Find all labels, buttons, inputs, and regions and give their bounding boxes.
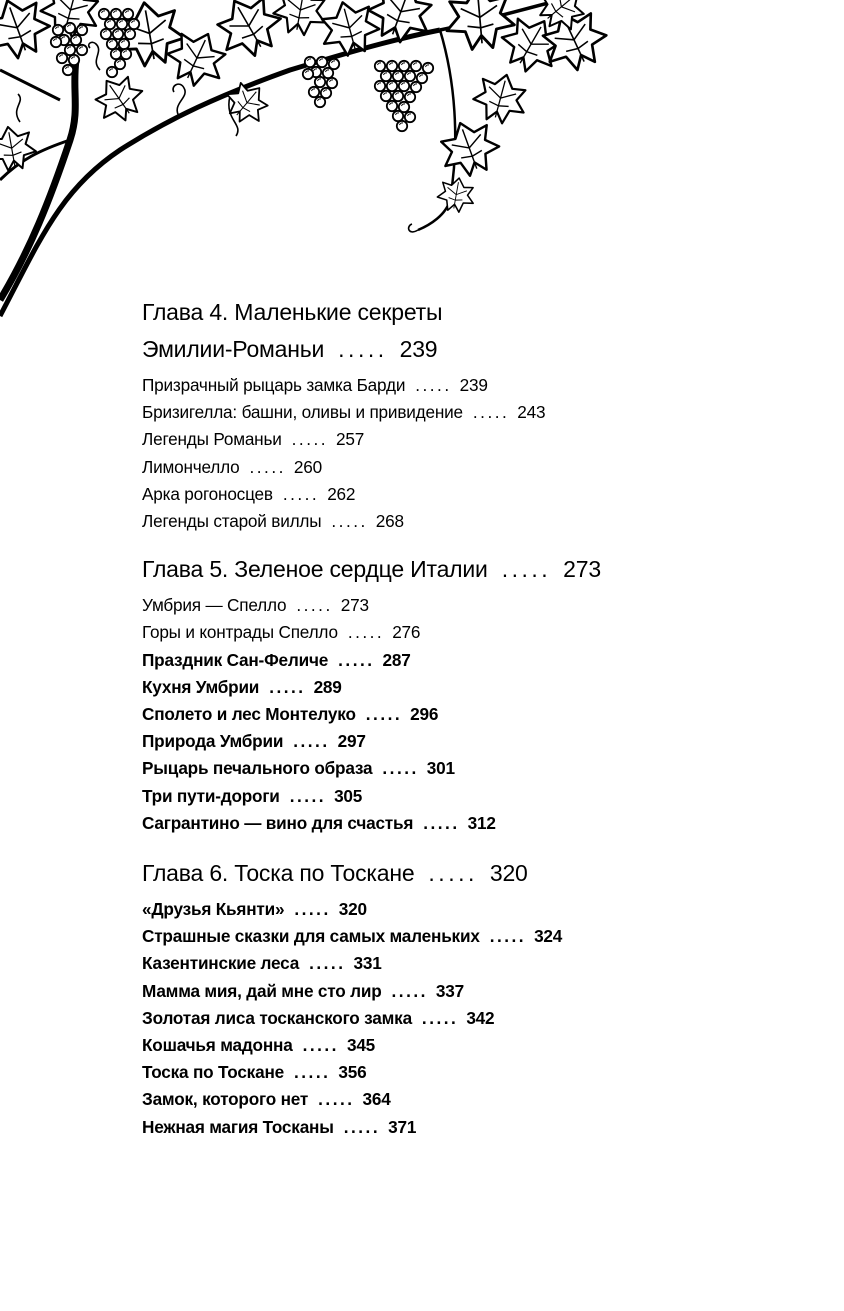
toc-entry: [142, 755, 822, 782]
toc-entry: [142, 426, 822, 453]
dot-leader: .....: [347, 622, 385, 643]
toc-entry: [142, 399, 822, 426]
entry-title: Призрачный рыцарь замка Барди: [142, 375, 406, 395]
chapter-5: [142, 551, 822, 837]
entry-title: Горы и контрады Спелло: [142, 622, 338, 643]
page-number: 262: [327, 483, 356, 504]
grapevine-illustration: [0, 0, 844, 330]
page-number: 342: [466, 1007, 495, 1028]
toc-entry: [142, 1005, 822, 1032]
dot-leader: .....: [282, 483, 320, 504]
toc-entry: [142, 372, 822, 399]
dot-leader: .....: [291, 429, 329, 450]
entry-title: Легенды старой виллы: [142, 511, 322, 532]
toc-entry: [142, 1032, 822, 1059]
chapter-6: [142, 855, 822, 1141]
entry-title: Кухня Умбрии: [142, 676, 260, 697]
page-number: 276: [392, 622, 421, 643]
dot-leader: .....: [415, 375, 452, 395]
page-number: 296: [410, 704, 439, 725]
page-number: 312: [467, 812, 496, 833]
entry-title: Кошачья мадонна: [142, 1035, 293, 1056]
entry-title: Мамма мия, дай мне сто лир: [142, 980, 382, 1001]
page-number: 289: [313, 676, 342, 697]
page-number: 305: [334, 785, 363, 806]
dot-leader: .....: [293, 731, 330, 752]
entry-title: Страшные сказки для самых маленьких: [142, 926, 480, 947]
toc-entry: [142, 728, 822, 755]
toc-entry: [142, 701, 822, 728]
dot-leader: .....: [423, 812, 460, 833]
dot-leader: .....: [249, 456, 286, 477]
dot-leader: .....: [391, 980, 428, 1001]
dot-leader: .....: [309, 953, 346, 974]
chapter-title-text: Эмилии-Романьи: [142, 336, 325, 362]
page-number: 268: [375, 511, 404, 532]
dot-leader: .....: [294, 899, 331, 920]
chapter-title: [142, 551, 822, 588]
dot-leader: .....: [343, 1116, 381, 1137]
toc-entry: [142, 1059, 822, 1086]
entry-title: «Друзья Кьянти»: [142, 899, 285, 920]
dot-leader: .....: [338, 336, 388, 362]
toc-entry: [142, 647, 822, 674]
dot-leader: .....: [269, 676, 306, 697]
toc-entry: [142, 896, 822, 923]
page-number: 331: [353, 953, 382, 974]
entry-title: Замок, которого нет: [142, 1089, 309, 1110]
toc-entry: [142, 923, 822, 950]
toc-entry: [142, 783, 822, 810]
toc-entry: [142, 674, 822, 701]
dot-leader: .....: [296, 595, 333, 616]
dot-leader: .....: [318, 1089, 355, 1110]
page-number: 320: [489, 860, 528, 887]
entry-title: Рыцарь печального образа: [142, 758, 373, 779]
chapter-title-text: Глава 6. Тоска по Тоскане: [142, 860, 415, 887]
chapter-title-line: [142, 331, 822, 368]
chapter-title: [142, 855, 822, 892]
dot-leader: .....: [302, 1035, 339, 1056]
toc-entry: [142, 1114, 822, 1141]
page-number: 324: [534, 926, 563, 947]
table-of-contents: [142, 294, 822, 1141]
page-number: 257: [336, 429, 365, 450]
entry-title: Казентинские леса: [142, 953, 300, 974]
toc-entry: [142, 481, 822, 508]
toc-entry: [142, 619, 822, 646]
dot-leader: .....: [294, 1062, 331, 1083]
page-number: 243: [517, 402, 546, 423]
entry-title: Нежная магия Тосканы: [142, 1116, 334, 1137]
toc-entry: [142, 978, 822, 1005]
chapter-title: [142, 294, 822, 368]
dot-leader: .....: [289, 785, 327, 806]
dot-leader: .....: [501, 556, 552, 583]
entry-title: Сагрантино — вино для счастья: [142, 812, 414, 833]
page-number: 320: [338, 899, 367, 920]
dot-leader: .....: [489, 926, 527, 947]
entry-title: Умбрия — Спелло: [142, 595, 287, 616]
toc-entry: [142, 508, 822, 535]
page-number: 345: [346, 1035, 376, 1056]
page-number: 297: [337, 731, 366, 752]
page-number: 337: [435, 980, 464, 1001]
dot-leader: .....: [338, 649, 375, 670]
dot-leader: .....: [472, 402, 510, 423]
toc-entry: [142, 810, 822, 837]
page-number: 273: [563, 556, 601, 583]
entry-title: Лимончелло: [142, 456, 240, 477]
entry-title: Легенды Романьи: [142, 429, 282, 450]
entry-title: Тоска по Тоскане: [142, 1062, 284, 1083]
dot-leader: .....: [331, 511, 368, 532]
chapter-title-line: Глава 4. Маленькие секреты: [142, 299, 443, 325]
toc-entry: [142, 454, 822, 481]
chapter-title-text: Глава 5. Зеленое сердце Италии: [142, 556, 488, 583]
page-number: 287: [382, 649, 411, 670]
page-number: 273: [340, 595, 369, 616]
toc-entry: [142, 950, 822, 977]
entry-title: Золотая лиса тосканского замка: [142, 1007, 412, 1028]
dot-leader: .....: [421, 1007, 459, 1028]
page-number: 301: [426, 758, 455, 779]
entry-title: Праздник Сан-Феличе: [142, 649, 329, 670]
toc-entry: [142, 592, 822, 619]
page-number: 356: [338, 1062, 367, 1083]
chapter-4: [142, 294, 822, 535]
entry-title: Сполето и лес Монтелуко: [142, 704, 356, 725]
entry-title: Природа Умбрии: [142, 731, 284, 752]
page-number: 371: [388, 1116, 417, 1137]
dot-leader: .....: [382, 758, 419, 779]
entry-title: Арка рогоносцев: [142, 483, 273, 504]
dot-leader: .....: [428, 860, 478, 887]
toc-entry: [142, 1086, 822, 1113]
page-number: 364: [362, 1089, 391, 1110]
page-number: 260: [293, 456, 322, 477]
entry-title: Бризигелла: башни, оливы и привидение: [142, 402, 463, 423]
page-number: 239: [399, 336, 438, 362]
dot-leader: .....: [365, 704, 403, 725]
entry-title: Три пути-дороги: [142, 785, 280, 806]
page-number: 239: [459, 375, 488, 395]
